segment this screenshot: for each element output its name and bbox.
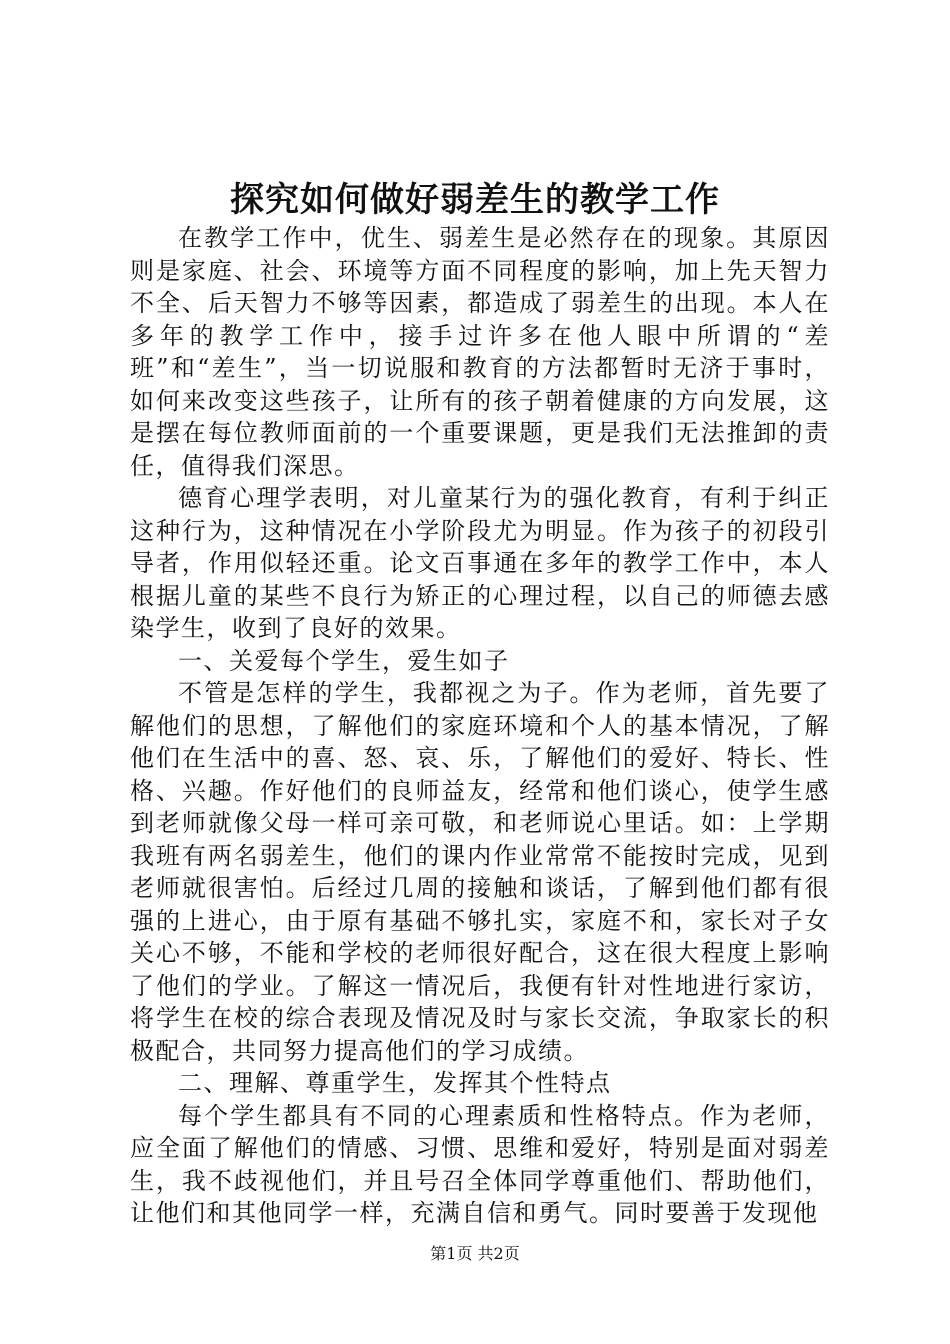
paragraph-respect-students: 每个学生都具有不同的心理素质和性格特点。作为老师，应全面了解他们的情感、习惯、思维和爱好，特别是面对弱差生，我不歧视他们，并且号召全体同学尊重他们、帮助他们，让他们和其他同学一样，充满自信和勇气。同时要善于发现他 <box>130 1101 830 1227</box>
paragraph-care-students: 不管是怎样的学生，我都视之为子。作为老师，首先要了解他们的思想，了解他们的家庭环境和个人的基本情况，了解他们在生活中的喜、怒、哀、乐，了解他们的爱好、特长、性格、兴趣。作好他们的良师益友，经常和他们谈心，使学生感到老师就像父母一样可亲可敬，和老师说心里话。如：上学期我班有两名弱差生，他们的课内作业常常不能按时完成，见到老师就很害怕。后经过几周的接触和谈话，了解到他们都有很强的上进心，由于原有基础不够扎实，家庭不和，家长对子女关心不够，不能和学校的老师很好配合，这在很大程度上影响了他们的学业。了解这一情况后，我便有针对性地进行家访，将学生在校的综合表现及情况及时与家长交流，争取家长的积极配合，共同努力提高他们的学习成绩。 <box>130 679 830 1065</box>
document-title: 探究如何做好弱差生的教学工作 <box>230 180 720 220</box>
paragraph-intro: 在教学工作中，优生、弱差生是必然存在的现象。其原因则是家庭、社会、环境等方面不同程度的影响，加上先天智力不全、后天智力不够等因素，都造成了弱差生的出现。本人在多年的教学工作中，接手过许多在他人眼中所谓的“差班”和“差生”，当一切说服和教育的方法都暂时无济于事时，如何来改变这些孩子，让所有的孩子朝着健康的方向发展，这是摆在每位教师面前的一个重要课题，更是我们无法推卸的责任，值得我们深思。 <box>130 224 830 480</box>
section-heading-2: 二、理解、尊重学生，发挥其个性特点 <box>178 1069 612 1097</box>
page-footer: 第1页 共2页 <box>430 1244 520 1263</box>
document-body <box>130 222 830 1230</box>
section-heading-1: 一、关爱每个学生，爱生如子 <box>178 646 510 675</box>
paragraph-moral-psychology: 德育心理学表明，对儿童某行为的强化教育，有利于纠正这种行为，这种情况在小学阶段尤为明显。作为孩子的初段引导者，作用似轻还重。论文百事通在多年的教学工作中，本人根据儿童的某些不良行为矫正的心理过程，以自己的师德去感染学生，收到了良好的效果。 <box>130 484 830 642</box>
